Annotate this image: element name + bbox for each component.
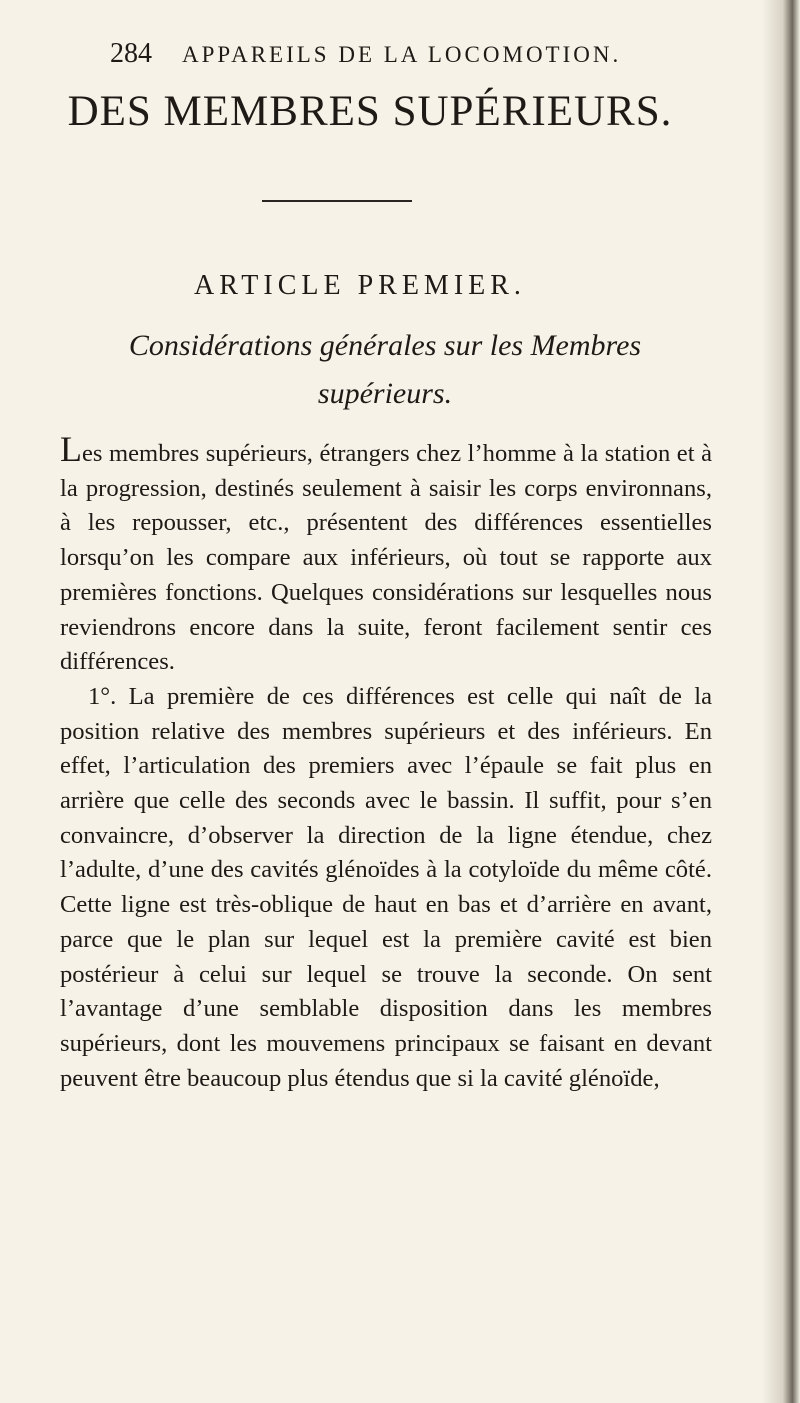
drop-cap: L (60, 429, 82, 469)
paragraph-point-1: 1°. La première de ces différences est celle qui naît de la position relative des membres supérieurs et des inférieurs. En effet, l’articulation des premiers avec l’épaule se fait plus en arrière que celle des seconds avec le bassin. Il suffit, pour s’en convaincre, d’observer la direction de la ligne étendue, chez l’adulte, d’une des cavités glénoïdes à la cotyloïde du même côté. Cette ligne est très-oblique de haut en bas et d’arrière en avant, parce que le plan sur lequel est la première cavité est bien postérieur à celui sur lequel se trouve la seconde. On sent l’avantage d’une semblable disposition dans les membres supérieurs, dont les mouvemens principaux se faisant en devant peuvent être beaucoup plus étendus que si la cavité glénoïde, (60, 682, 712, 1092)
intro-paragraph-text: es membres supérieurs, étrangers chez l’homme à la station et à la progression, destinés seulement à saisir les corps environnans, à les repousser, etc., présentent des différences essentielles lorsqu’on les compare aux inférieurs, où tout se rapporte aux premières fonctions. Quelques considérations sur lesquelles nous reviendrons encore dans la suite, feront facilement sentir ces différences. (60, 440, 712, 676)
page-number: 284 (110, 38, 152, 69)
running-title: APPAREILS DE LA LOCOMOTION. (182, 42, 622, 67)
article-title: ARTICLE PREMIER. (194, 270, 526, 301)
intro-paragraph (60, 429, 712, 680)
section-title: Considérations générales sur les Membres supérieurs. (128, 329, 642, 410)
title-rule (262, 200, 412, 202)
running-head (110, 38, 710, 70)
chapter-title: DES MEMBRES SUPÉRIEURS. (67, 88, 673, 135)
body-text (60, 429, 712, 1096)
